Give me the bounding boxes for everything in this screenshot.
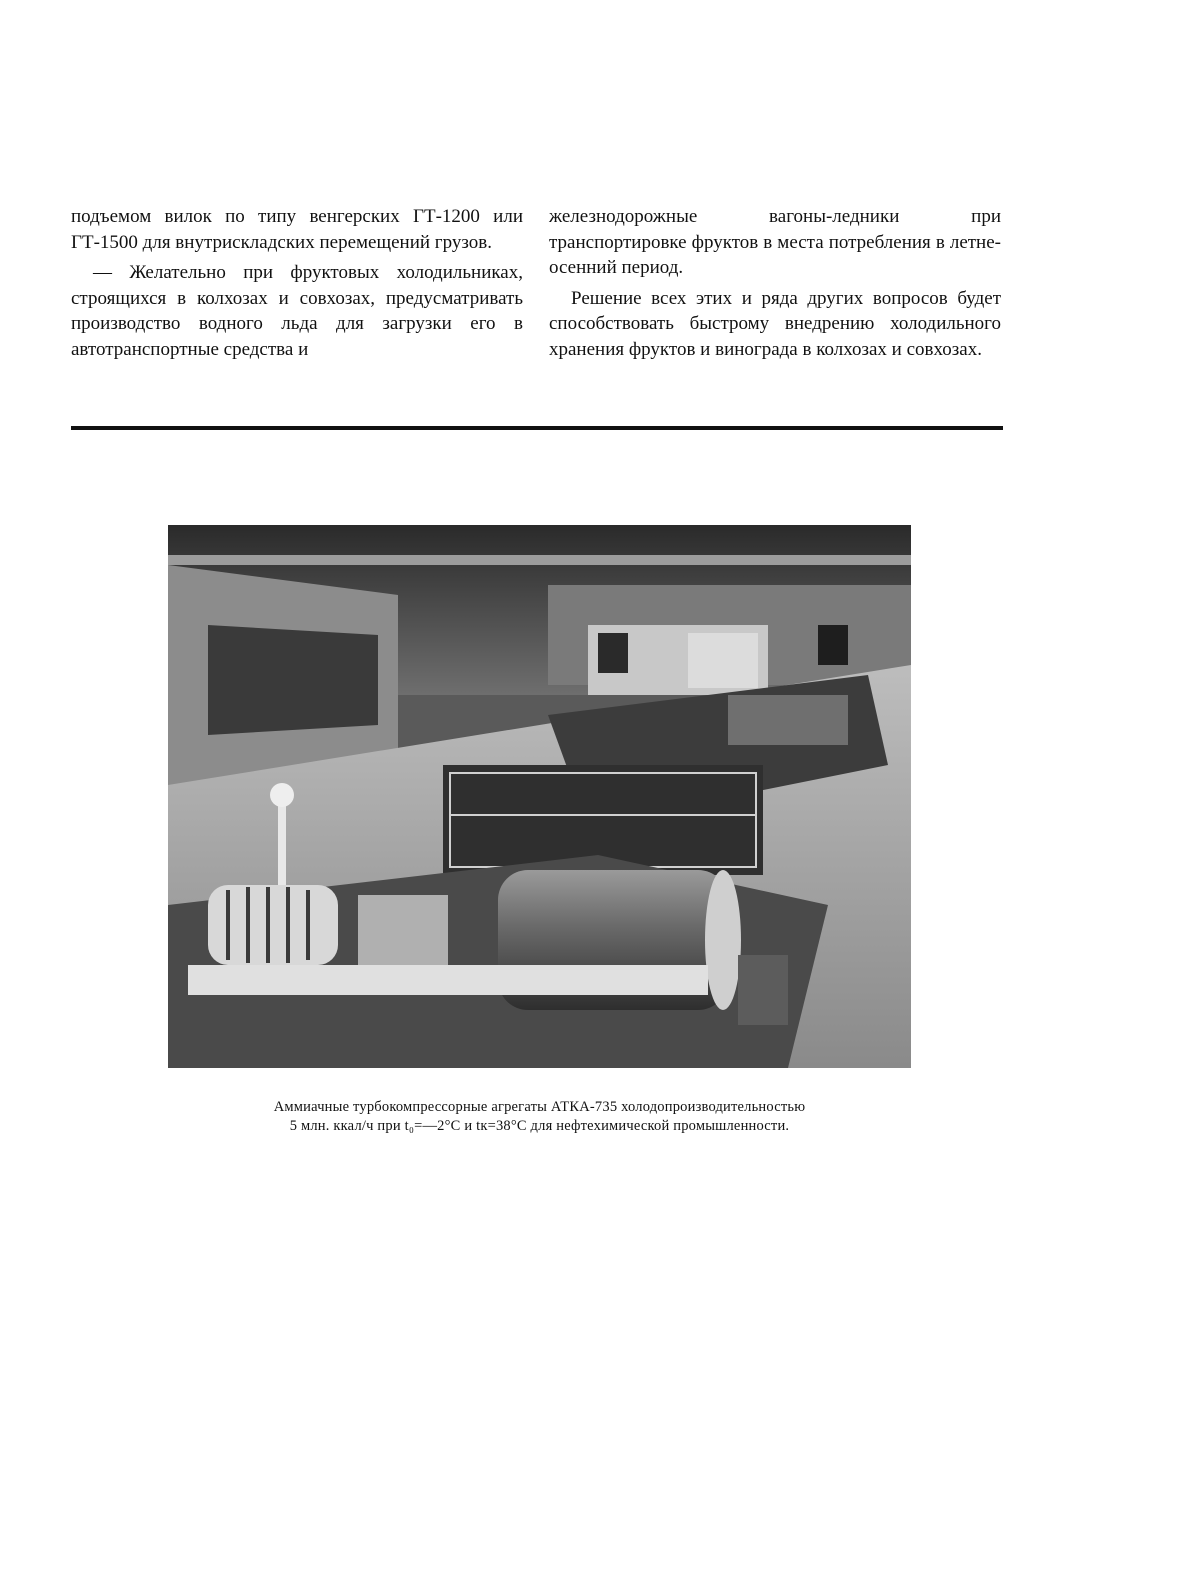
right-paragraph-2: Решение всех этих и ряда других вопросов будет способствовать быстрому внедрению холодильного хранения фруктов и винограда в колхозах и совхозах. [549, 287, 1001, 360]
left-text-column [71, 204, 523, 362]
turbocompressor-hall-photo [168, 525, 911, 1068]
right-paragraph-1: железнодорожные вагоны-ледники при транспортировке фруктов в места потребления в летне-осенний период. [549, 206, 1001, 278]
right-text-column [549, 204, 1001, 362]
figure-caption [168, 1098, 911, 1136]
caption-line-1: Аммиачные турбокомпрессорные агрегаты АТКА-735 холодопроизводительностью [273, 1099, 806, 1115]
section-divider [71, 426, 1003, 430]
caption-line-2: 5 млн. ккал/ч при t₀=—2°С и tк=38°С для нефтехимической промышленности. [289, 1118, 790, 1134]
left-paragraph-2: — Желательно при фруктовых холодильниках, строящихся в колхозах и совхозах, предусматривать производство водного льда для загрузки его в автотранспортные средства и [71, 262, 523, 360]
left-paragraph-1: подъемом вилок по типу венгерских ГТ-1200 или ГТ-1500 для внутрискладских перемещений грузов. [71, 206, 523, 253]
